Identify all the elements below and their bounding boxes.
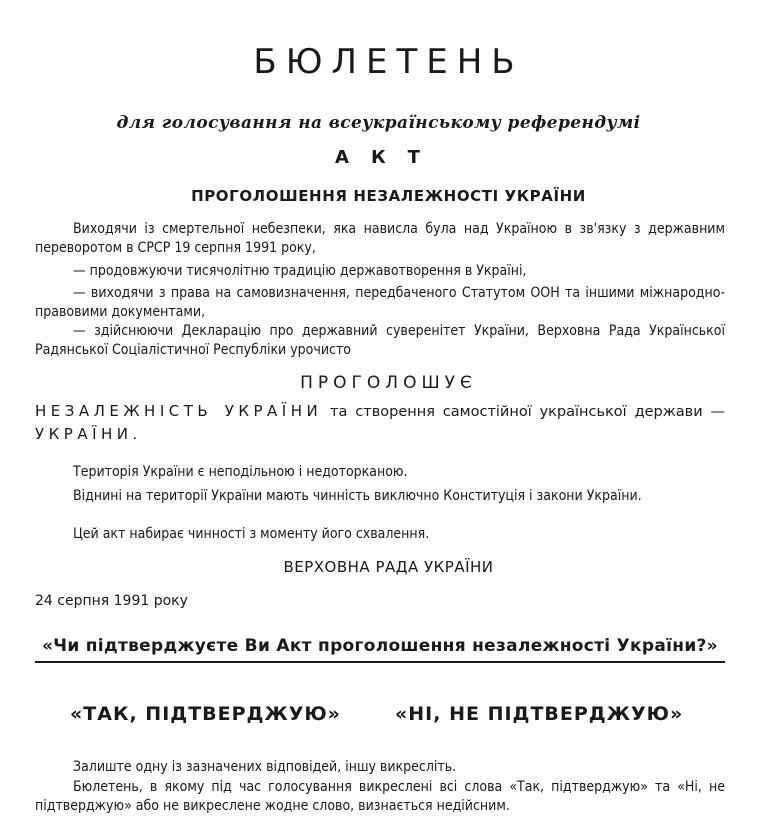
instruction-paragraph: Залиште одну із зазначених відповідей, іншу викресліть. — [73, 759, 457, 775]
laws-paragraph: Віднині на території України мають чинність виключно Конституція і закони України. — [73, 488, 642, 504]
ballot-title: БЮЛЕТЕНЬ — [253, 42, 524, 82]
answer-no-option[interactable]: «НІ, НЕ ПІДТВЕРДЖУЮ» — [395, 703, 684, 725]
ballot-subtitle: для голосування на всеукраїнському референдумі — [116, 113, 641, 133]
intro-clause-declaration: — здійснюючи Декларацію про державний суверенітет України, Верховна Рада Української Радянської Соціалістичної Республіки урочисто — [35, 323, 725, 358]
proclaims-heading: ПРОГОЛОШУЄ — [300, 373, 477, 393]
council-signature: ВЕРХОВНА РАДА УКРАЇНИ — [283, 558, 494, 576]
act-date: 24 серпня 1991 року — [35, 593, 188, 609]
effect-paragraph: Цей акт набирає чинності з моменту його схвалення. — [73, 526, 430, 542]
independence-middle-text: та створення самостійної української держави — — [322, 404, 726, 420]
referendum-question: «Чи підтверджуєте Ви Акт проголошення незалежності України?» — [42, 636, 718, 656]
answer-yes-option[interactable]: «ТАК, ПІДТВЕРДЖУЮ» — [70, 703, 341, 725]
independence-state-text: УКРАЇНИ — [35, 425, 133, 443]
independence-spaced-text: НЕЗАЛЕЖНІСТЬ УКРАЇНИ — [35, 402, 323, 420]
territory-paragraph: Територія України є неподільною і недоторканою. — [73, 464, 408, 480]
act-subheading: ПРОГОЛОШЕННЯ НЕЗАЛЕЖНОСТІ УКРАЇНИ — [191, 187, 586, 205]
independence-statement — [35, 400, 725, 446]
intro-clause-self-determination: — виходячи з права на самовизначення, передбаченого Статутом ООН та іншими міжнародно-правовими документами, — [35, 285, 725, 320]
act-heading: АКТ — [335, 147, 442, 168]
independence-end-text: . — [132, 427, 138, 443]
intro-clause-tradition: — продовжуючи тисячолітню традицію державотворення в Україні, — [73, 263, 527, 279]
invalid-ballot-paragraph: Бюлетень, в якому під час голосування викреслені всі слова «Так, підтверджую» та «Ні, не підтверджую» або не викреслене жодне слово, визнається недійсним. — [35, 779, 725, 814]
intro-paragraph: Виходячи із смертельної небезпеки, яка нависла була над Україною в зв'язку з державним переворотом в СРСР 19 серпня 1991 року, — [35, 221, 725, 256]
question-divider — [35, 661, 725, 663]
